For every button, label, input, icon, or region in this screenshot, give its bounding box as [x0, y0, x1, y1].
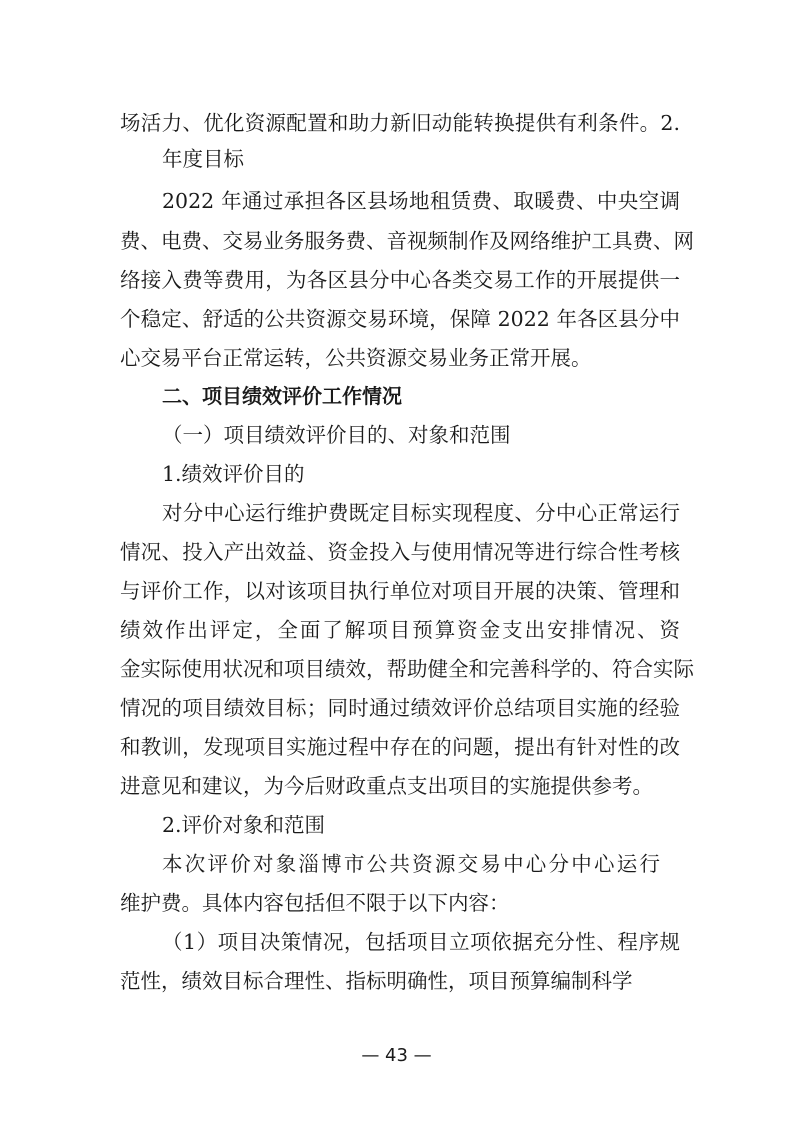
- body-text-line: 费、电费、交易业务服务费、音视频制作及网络维护工具费、网: [120, 229, 694, 253]
- subsection-heading: （一）项目绩效评价目的、对象和范围: [162, 423, 511, 447]
- body-text-line: 年度目标: [162, 147, 244, 171]
- body-text-line: 个稳定、舒适的公共资源交易环境，保障 2022 年各区县分中: [120, 307, 680, 331]
- body-text-line: 本次评价对象淄博市公共资源交易中心分中心运行: [162, 852, 660, 876]
- body-text-line: 心交易平台正常运转，公共资源交易业务正常开展。: [120, 346, 592, 370]
- body-text-line: 场活力、优化资源配置和助力新旧动能转换提供有利条件。2.: [120, 111, 680, 135]
- body-text-line: 对分中心运行维护费既定目标实现程度、分中心正常运行: [162, 501, 680, 525]
- item-heading: 2.评价对象和范围: [162, 813, 326, 837]
- body-text-line: 情况、投入产出效益、资金投入与使用情况等进行综合性考核: [120, 540, 680, 564]
- body-text-line: 维护费。具体内容包括但不限于以下内容：: [120, 891, 510, 915]
- body-text-line: 进意见和建议，为今后财政重点支出项目的实施提供参考。: [120, 774, 653, 798]
- body-text-line: 和教训，发现项目实施过程中存在的问题，提出有针对性的改: [120, 735, 680, 759]
- body-text-line: 络接入费等费用，为各区县分中心各类交易工作的开展提供一: [120, 268, 680, 292]
- body-text-line: 与评价工作，以对该项目执行单位对项目开展的决策、管理和: [120, 579, 680, 603]
- body-text-line: 情况的项目绩效目标；同时通过绩效评价总结项目实施的经验: [120, 696, 680, 720]
- section-heading: 二、项目绩效评价工作情况: [162, 384, 402, 408]
- item-heading: 1.绩效评价目的: [162, 462, 305, 486]
- page-number: — 43 —: [361, 1045, 432, 1066]
- body-text-line: 绩效作出评定，全面了解项目预算资金支出安排情况、资: [120, 618, 680, 642]
- body-text-line: 范性，绩效目标合理性、指标明确性，项目预算编制科学: [120, 969, 633, 993]
- body-text-line: 2022 年通过承担各区县场地租赁费、取暖费、中央空调: [162, 189, 680, 213]
- body-text-line: 金实际使用状况和项目绩效，帮助健全和完善科学的、符合实际: [120, 657, 694, 681]
- body-text-line: （1）项目决策情况，包括项目立项依据充分性、程序规: [162, 930, 680, 954]
